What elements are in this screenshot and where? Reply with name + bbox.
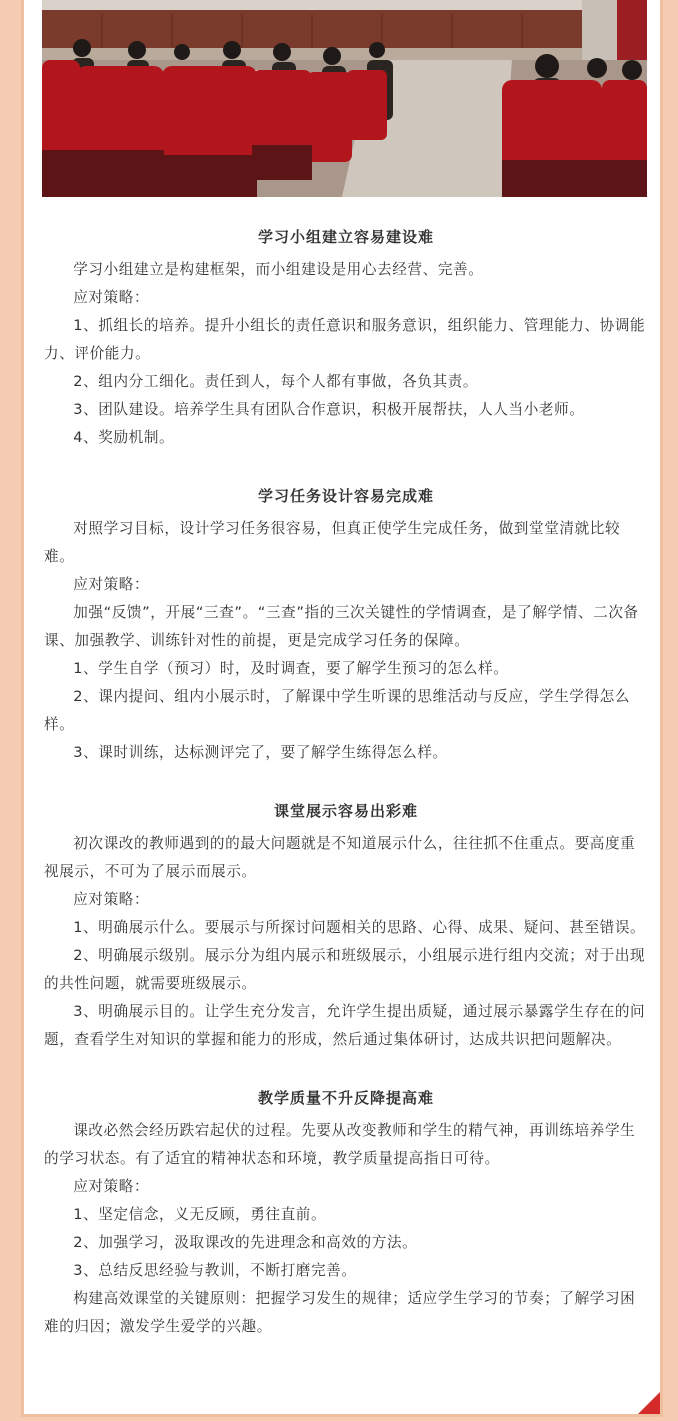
section-teaching-quality: [44, 1081, 648, 1341]
paragraph: 加强“反馈”，开展“三查”。“三查”指的三次关键性的学情调查，是了解学情、二次备课、加强教学、训练针对性的前提，更是完成学习任务的保障。: [44, 604, 639, 649]
meeting-photo-illustration: [42, 0, 647, 197]
paragraph: 1、学生自学（预习）时，及时调查，要了解学生预习的怎么样。: [73, 660, 509, 677]
paragraph: 2、明确展示级别。展示分为组内展示和班级展示，小组展示进行组内交流；对于出现的共性问题，就需要班级展示。: [44, 947, 646, 992]
section-task-design: [44, 479, 648, 767]
section-classroom-display: [44, 794, 648, 1054]
paragraph: 初次课改的教师遇到的的最大问题就是不知道展示什么，往往抓不住重点。要高度重视展示，不可为了展示而展示。: [44, 835, 636, 880]
section-group-building: [44, 220, 648, 452]
paragraph: 应对策略：: [73, 1178, 150, 1195]
section-title: 教学质量不升反降提高难: [257, 1089, 434, 1107]
paragraph: 3、明确展示目的。让学生充分发言，允许学生提出质疑，通过展示暴露学生存在的问题，查看学生对知识的掌握和能力的形成，然后通过集体研讨，达成共识把问题解决。: [44, 1003, 646, 1048]
paragraph: 应对策略：: [73, 891, 150, 908]
paragraph: 4、奖励机制。: [73, 429, 175, 446]
article-content: [44, 220, 648, 1368]
paragraph: 1、坚定信念，义无反顾，勇往直前。: [73, 1206, 327, 1223]
corner-triangle-decoration: [638, 1392, 660, 1414]
article-card: [21, 0, 663, 1417]
paragraph: 对照学习目标，设计学习任务很容易，但真正使学生完成任务，做到堂堂清就比较难。: [44, 520, 621, 565]
paragraph: 2、组内分工细化。责任到人，每个人都有事做，各负其责。: [73, 373, 479, 390]
paragraph: 构建高效课堂的关键原则：把握学习发生的规律；适应学生学习的节奏；了解学习困难的归因；激发学生爱学的兴趣。: [44, 1290, 636, 1335]
paragraph: 1、抓组长的培养。提升小组长的责任意识和服务意识，组织能力、管理能力、协调能力、评价能力。: [44, 317, 646, 362]
paragraph: 应对策略：: [73, 289, 150, 306]
paragraph: 3、总结反思经验与教训，不断打磨完善。: [73, 1262, 357, 1279]
section-title: 课堂展示容易出彩难: [273, 802, 418, 820]
paragraph: 应对策略：: [73, 576, 150, 593]
section-title: 学习任务设计容易完成难: [257, 487, 434, 505]
section-title: 学习小组建立容易建设难: [257, 228, 434, 246]
paragraph: 3、课时训练，达标测评完了，要了解学生练得怎么样。: [73, 744, 448, 761]
paragraph: 1、明确展示什么。要展示与所探讨问题相关的思路、心得、成果、疑问、甚至错误。: [73, 919, 646, 936]
paragraph: 学习小组建立是构建框架，而小组建设是用心去经营、完善。: [73, 261, 484, 278]
paragraph: 2、加强学习，汲取课改的先进理念和高效的方法。: [73, 1234, 418, 1251]
paragraph: 课改必然会经历跌宕起伏的过程。先要从改变教师和学生的精气神，再训练培养学生的学习状态。有了适宜的精神状态和环境，教学质量提高指日可待。: [44, 1122, 636, 1167]
meeting-photo: [42, 0, 647, 197]
paragraph: 3、团队建设。培养学生具有团队合作意识，积极开展帮扶，人人当小老师。: [73, 401, 585, 418]
paragraph: 2、课内提问、组内小展示时，了解课中学生听课的思维活动与反应，学生学得怎么样。: [44, 688, 631, 733]
